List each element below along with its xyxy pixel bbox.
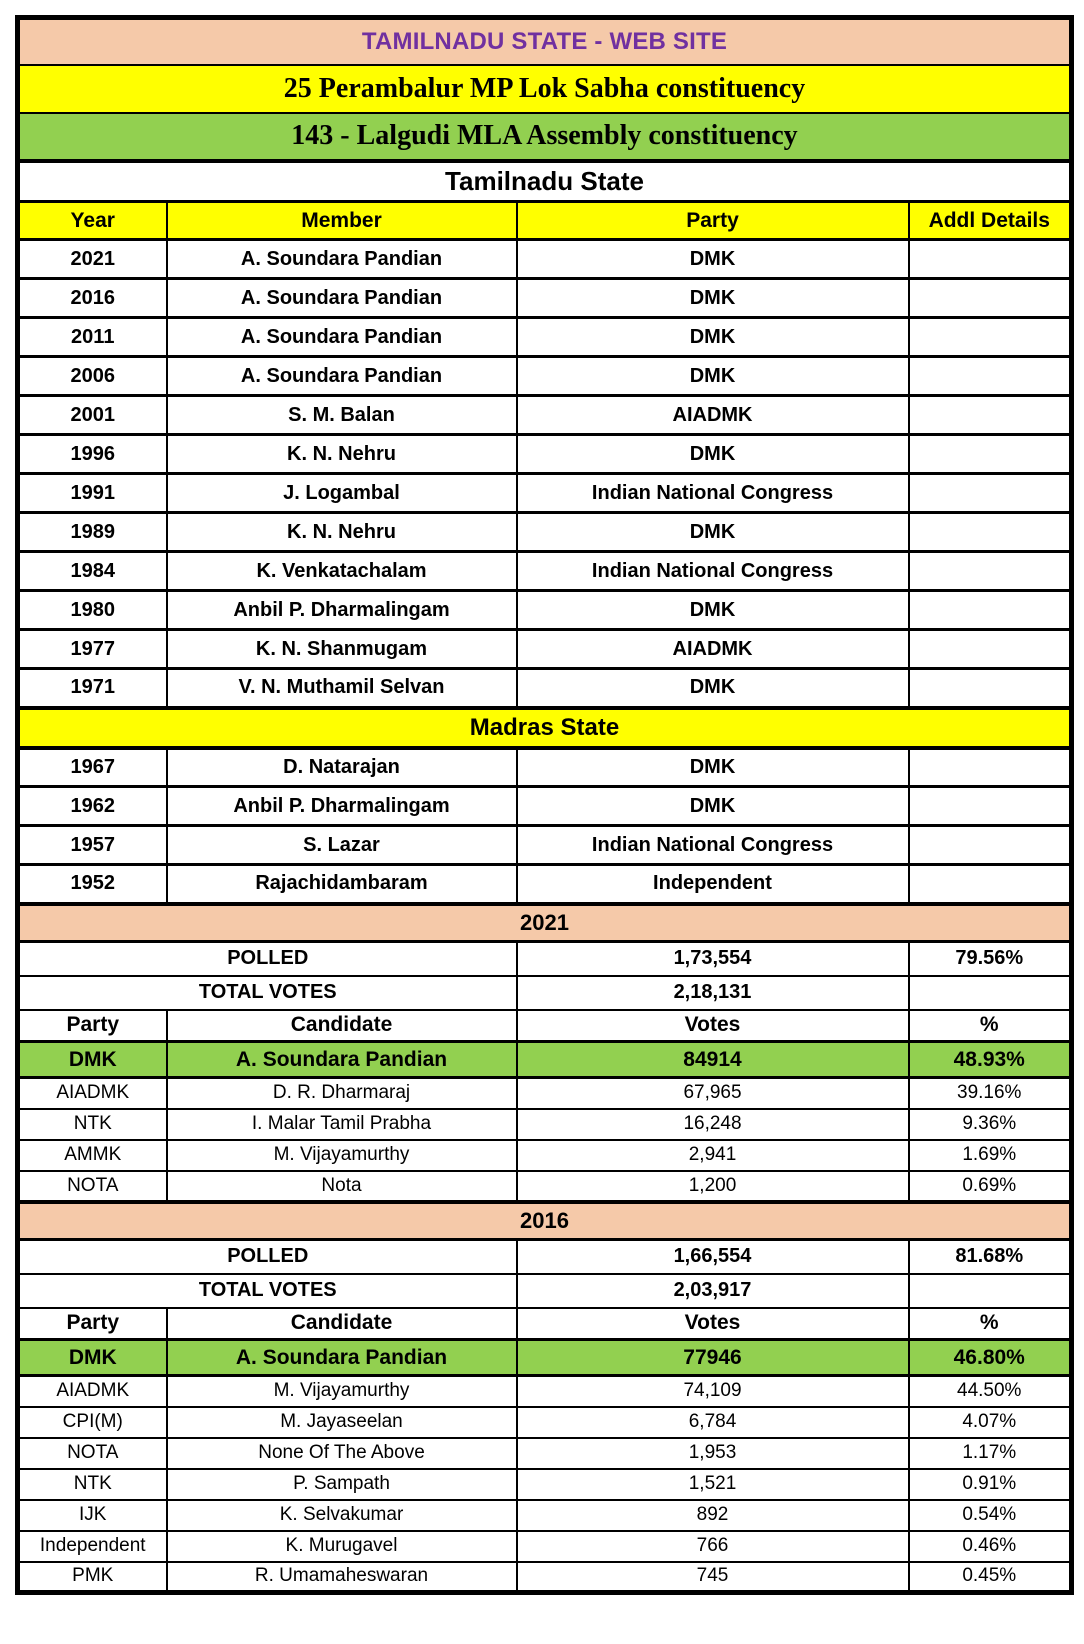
candidate-cell: None Of The Above [167, 1438, 517, 1469]
member-row [18, 513, 1072, 552]
addl-cell [909, 474, 1072, 513]
addl-cell [909, 435, 1072, 474]
result-row [18, 1376, 1072, 1407]
addl-cell [909, 396, 1072, 435]
lok-sabha-title: 25 Perambalur MP Lok Sabha constituency [18, 65, 1072, 113]
col-votes: Votes [517, 1010, 909, 1042]
total-votes-percent [909, 1274, 1072, 1308]
col-candidate: Candidate [167, 1308, 517, 1340]
year-cell: 1957 [18, 826, 167, 865]
year-cell: 1977 [18, 630, 167, 669]
party-cell: AIADMK [18, 1078, 167, 1109]
votes-cell: 74,109 [517, 1376, 909, 1407]
member-cell: A. Soundara Pandian [167, 279, 517, 318]
col-party: Party [517, 202, 909, 240]
result-row [18, 1078, 1072, 1109]
member-cell: A. Soundara Pandian [167, 318, 517, 357]
assembly-title-row [18, 113, 1072, 161]
member-row [18, 240, 1072, 279]
addl-cell [909, 357, 1072, 396]
candidate-cell: A. Soundara Pandian [167, 1340, 517, 1376]
candidate-cell: M. Jayaseelan [167, 1407, 517, 1438]
addl-cell [909, 787, 1072, 826]
election-year-label: 2021 [18, 904, 1072, 942]
election-year-band [18, 1202, 1072, 1240]
result-row [18, 1500, 1072, 1531]
votes-cell: 16,248 [517, 1109, 909, 1140]
total-votes-row [18, 976, 1072, 1010]
year-cell: 1991 [18, 474, 167, 513]
candidate-cell: I. Malar Tamil Prabha [167, 1109, 517, 1140]
votes-cell: 6,784 [517, 1407, 909, 1438]
year-cell: 1962 [18, 787, 167, 826]
result-row [18, 1140, 1072, 1171]
party-cell: Independent [18, 1531, 167, 1562]
percent-cell: 4.07% [909, 1407, 1072, 1438]
year-cell: 1980 [18, 591, 167, 630]
percent-cell: 0.46% [909, 1531, 1072, 1562]
member-cell: Anbil P. Dharmalingam [167, 591, 517, 630]
party-cell: DMK [517, 357, 909, 396]
party-cell: DMK [517, 513, 909, 552]
party-cell: DMK [18, 1340, 167, 1376]
total-votes-row [18, 1274, 1072, 1308]
col-party: Party [18, 1308, 167, 1340]
member-row [18, 865, 1072, 904]
percent-cell: 46.80% [909, 1340, 1072, 1376]
member-row [18, 552, 1072, 591]
addl-cell [909, 552, 1072, 591]
party-cell: NOTA [18, 1438, 167, 1469]
year-cell: 1952 [18, 865, 167, 904]
member-cell: K. N. Shanmugam [167, 630, 517, 669]
member-cell: A. Soundara Pandian [167, 357, 517, 396]
member-row [18, 279, 1072, 318]
votes-cell: 1,200 [517, 1171, 909, 1202]
polled-percent: 81.68% [909, 1240, 1072, 1274]
total-votes-label: TOTAL VOTES [18, 1274, 517, 1308]
addl-cell [909, 826, 1072, 865]
year-cell: 1989 [18, 513, 167, 552]
member-cell: S. Lazar [167, 826, 517, 865]
candidate-cell: Nota [167, 1171, 517, 1202]
addl-cell [909, 318, 1072, 357]
party-cell: DMK [517, 591, 909, 630]
percent-cell: 44.50% [909, 1376, 1072, 1407]
party-cell: Indian National Congress [517, 474, 909, 513]
party-cell: AIADMK [18, 1376, 167, 1407]
party-cell: DMK [517, 240, 909, 279]
party-cell: Indian National Congress [517, 552, 909, 591]
party-cell: DMK [517, 435, 909, 474]
member-cell: J. Logambal [167, 474, 517, 513]
result-row [18, 1171, 1072, 1202]
winner-row [18, 1340, 1072, 1376]
percent-cell: 0.45% [909, 1562, 1072, 1593]
addl-cell [909, 669, 1072, 708]
votes-cell: 77946 [517, 1340, 909, 1376]
election-year-band [18, 904, 1072, 942]
result-row [18, 1438, 1072, 1469]
constituency-table [15, 15, 1074, 1595]
result-row [18, 1407, 1072, 1438]
party-cell: AMMK [18, 1140, 167, 1171]
polled-value: 1,66,554 [517, 1240, 909, 1274]
member-row [18, 435, 1072, 474]
member-cell: D. Natarajan [167, 748, 517, 787]
votes-cell: 67,965 [517, 1078, 909, 1109]
addl-cell [909, 748, 1072, 787]
site-title-row [18, 18, 1072, 65]
madras-state-row [18, 708, 1072, 748]
polled-row [18, 1240, 1072, 1274]
addl-cell [909, 279, 1072, 318]
results-header-row [18, 1308, 1072, 1340]
party-cell: AIADMK [517, 630, 909, 669]
party-cell: DMK [517, 748, 909, 787]
winner-row [18, 1042, 1072, 1078]
percent-cell: 9.36% [909, 1109, 1072, 1140]
member-row [18, 748, 1072, 787]
member-row [18, 826, 1072, 865]
col-year: Year [18, 202, 167, 240]
percent-cell: 0.69% [909, 1171, 1072, 1202]
party-cell: NTK [18, 1469, 167, 1500]
party-cell: IJK [18, 1500, 167, 1531]
member-row [18, 318, 1072, 357]
member-cell: A. Soundara Pandian [167, 240, 517, 279]
votes-cell: 1,521 [517, 1469, 909, 1500]
votes-cell: 745 [517, 1562, 909, 1593]
col-percent: % [909, 1010, 1072, 1042]
results-header-row [18, 1010, 1072, 1042]
votes-cell: 766 [517, 1531, 909, 1562]
year-cell: 2001 [18, 396, 167, 435]
col-candidate: Candidate [167, 1010, 517, 1042]
member-cell: Anbil P. Dharmalingam [167, 787, 517, 826]
result-row [18, 1109, 1072, 1140]
assembly-title: 143 - Lalgudi MLA Assembly constituency [18, 113, 1072, 161]
percent-cell: 0.91% [909, 1469, 1072, 1500]
member-row [18, 630, 1072, 669]
year-cell: 1967 [18, 748, 167, 787]
percent-cell: 1.69% [909, 1140, 1072, 1171]
result-row [18, 1469, 1072, 1500]
polled-row [18, 942, 1072, 976]
member-row [18, 787, 1072, 826]
party-cell: NOTA [18, 1171, 167, 1202]
party-cell: Independent [517, 865, 909, 904]
state-header: Tamilnadu State [18, 161, 1072, 202]
candidate-cell: K. Selvakumar [167, 1500, 517, 1531]
member-cell: S. M. Balan [167, 396, 517, 435]
member-cell: Rajachidambaram [167, 865, 517, 904]
addl-cell [909, 591, 1072, 630]
state-header-row [18, 161, 1072, 202]
members-header-row [18, 202, 1072, 240]
year-cell: 1996 [18, 435, 167, 474]
addl-cell [909, 865, 1072, 904]
col-addl-details: Addl Details [909, 202, 1072, 240]
candidate-cell: A. Soundara Pandian [167, 1042, 517, 1078]
year-cell: 1984 [18, 552, 167, 591]
year-cell: 1971 [18, 669, 167, 708]
member-cell: K. N. Nehru [167, 435, 517, 474]
year-cell: 2021 [18, 240, 167, 279]
lok-sabha-title-row [18, 65, 1072, 113]
percent-cell: 39.16% [909, 1078, 1072, 1109]
member-row [18, 474, 1072, 513]
year-cell: 2016 [18, 279, 167, 318]
party-cell: DMK [517, 318, 909, 357]
addl-cell [909, 513, 1072, 552]
party-cell: AIADMK [517, 396, 909, 435]
party-cell: NTK [18, 1109, 167, 1140]
total-votes-value: 2,03,917 [517, 1274, 909, 1308]
member-row [18, 357, 1072, 396]
total-votes-label: TOTAL VOTES [18, 976, 517, 1010]
party-cell: DMK [18, 1042, 167, 1078]
votes-cell: 84914 [517, 1042, 909, 1078]
votes-cell: 1,953 [517, 1438, 909, 1469]
year-cell: 2006 [18, 357, 167, 396]
polled-label: POLLED [18, 1240, 517, 1274]
site-title: TAMILNADU STATE - WEB SITE [18, 18, 1072, 65]
addl-cell [909, 630, 1072, 669]
party-cell: DMK [517, 787, 909, 826]
candidate-cell: P. Sampath [167, 1469, 517, 1500]
col-member: Member [167, 202, 517, 240]
result-row [18, 1562, 1072, 1593]
candidate-cell: M. Vijayamurthy [167, 1140, 517, 1171]
total-votes-percent [909, 976, 1072, 1010]
party-cell: DMK [517, 669, 909, 708]
polled-value: 1,73,554 [517, 942, 909, 976]
addl-cell [909, 240, 1072, 279]
member-row [18, 669, 1072, 708]
party-cell: DMK [517, 279, 909, 318]
member-cell: K. N. Nehru [167, 513, 517, 552]
polled-label: POLLED [18, 942, 517, 976]
votes-cell: 892 [517, 1500, 909, 1531]
votes-cell: 2,941 [517, 1140, 909, 1171]
total-votes-value: 2,18,131 [517, 976, 909, 1010]
candidate-cell: D. R. Dharmaraj [167, 1078, 517, 1109]
member-row [18, 396, 1072, 435]
candidate-cell: K. Murugavel [167, 1531, 517, 1562]
member-cell: V. N. Muthamil Selvan [167, 669, 517, 708]
candidate-cell: M. Vijayamurthy [167, 1376, 517, 1407]
year-cell: 2011 [18, 318, 167, 357]
percent-cell: 1.17% [909, 1438, 1072, 1469]
percent-cell: 0.54% [909, 1500, 1072, 1531]
member-cell: K. Venkatachalam [167, 552, 517, 591]
col-percent: % [909, 1308, 1072, 1340]
party-cell: Indian National Congress [517, 826, 909, 865]
party-cell: CPI(M) [18, 1407, 167, 1438]
polled-percent: 79.56% [909, 942, 1072, 976]
result-row [18, 1531, 1072, 1562]
madras-state-header: Madras State [18, 708, 1072, 748]
candidate-cell: R. Umamaheswaran [167, 1562, 517, 1593]
party-cell: PMK [18, 1562, 167, 1593]
member-row [18, 591, 1072, 630]
col-party: Party [18, 1010, 167, 1042]
election-year-label: 2016 [18, 1202, 1072, 1240]
percent-cell: 48.93% [909, 1042, 1072, 1078]
col-votes: Votes [517, 1308, 909, 1340]
constituency-results-sheet [15, 15, 1074, 1595]
